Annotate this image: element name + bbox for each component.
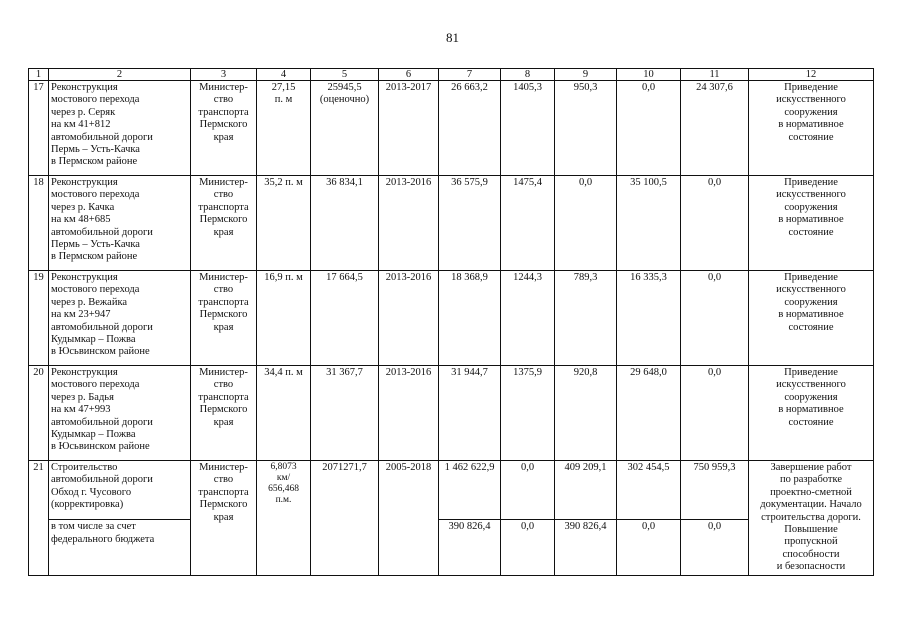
value-col8: 1244,3 <box>501 271 555 366</box>
cell-line: по разработке <box>779 474 842 486</box>
value-col11: 0,0 <box>681 176 749 271</box>
cell-line: 34,4 п. м <box>264 367 303 378</box>
cell-line: края <box>213 511 234 523</box>
row-number: 20 <box>29 366 49 461</box>
cell-line: в том числе за счет <box>51 521 136 533</box>
header-cell: 2 <box>49 69 191 81</box>
header-cell: 9 <box>555 69 617 81</box>
cell-line: ство <box>213 379 234 391</box>
cell-line: транспорта <box>198 296 249 308</box>
header-row <box>29 69 874 81</box>
customer <box>191 271 257 366</box>
cell-line: 6,8073 <box>270 462 297 472</box>
object-name <box>49 81 191 176</box>
cell-line: мостового перехода <box>51 284 140 296</box>
object-name <box>49 271 191 366</box>
cell-line: Реконструкция <box>51 82 118 93</box>
cell-line: мостового перехода <box>51 379 140 391</box>
cell-line: через р. Бадья <box>51 391 114 403</box>
cell-line: на км 41+812 <box>51 119 111 131</box>
cell-line: 36 834,1 <box>326 177 363 188</box>
cell-line: сооружения <box>784 296 838 308</box>
capacity <box>257 176 311 271</box>
cell-line: транспорта <box>198 391 249 403</box>
value-col11: 750 959,3 <box>681 461 749 520</box>
value-col10: 302 454,5 <box>617 461 681 520</box>
value-col9: 390 826,4 <box>555 520 617 575</box>
cell-line: края <box>213 321 234 333</box>
cell-line: искусственного <box>776 379 846 391</box>
cell-line: 31 367,7 <box>326 367 363 378</box>
object-name <box>49 176 191 271</box>
expected-result <box>749 461 874 576</box>
cell-line: через р. Вежайка <box>51 296 128 308</box>
table-subrow <box>29 520 874 575</box>
value-col8: 1375,9 <box>501 366 555 461</box>
cell-line: автомобильной дороги <box>51 474 153 486</box>
cell-line: на км 47+993 <box>51 404 111 416</box>
cell-line: п.м. <box>275 495 292 505</box>
cell-line: (корректировка) <box>51 499 124 511</box>
header-cell: 3 <box>191 69 257 81</box>
value-col11: 24 307,6 <box>681 81 749 176</box>
cell-line: Министер- <box>199 462 248 473</box>
cell-line: строительства дороги. <box>761 511 861 523</box>
cell-line: ство <box>213 474 234 486</box>
cell-line: в Юсьвинском районе <box>51 441 150 453</box>
page-number: 81 <box>446 30 459 45</box>
table-row <box>29 271 874 366</box>
cell-line: Пермь – Усть-Качка <box>51 144 140 156</box>
value-col10: 0,0 <box>617 520 681 575</box>
cell-line: транспорта <box>198 106 249 118</box>
cell-line: ство <box>213 94 234 106</box>
header-cell: 6 <box>379 69 439 81</box>
cell-line: в Пермском районе <box>51 251 138 263</box>
cell-line: в нормативное <box>778 404 844 416</box>
cell-line: Кудымкар – Пожва <box>51 334 136 346</box>
cell-line: через р. Качка <box>51 201 115 213</box>
table-row <box>29 176 874 271</box>
table-row <box>29 81 874 176</box>
row-number: 19 <box>29 271 49 366</box>
cell-line: Пермского <box>199 309 248 321</box>
cell-line: края <box>213 131 234 143</box>
row-number: 18 <box>29 176 49 271</box>
cell-line: Завершение работ <box>770 462 852 473</box>
cell-line: пропускной <box>784 536 838 548</box>
value-col11: 0,0 <box>681 520 749 575</box>
cell-line: Министер- <box>199 272 248 283</box>
cell-line: 27,15 <box>271 82 296 93</box>
cell-line: ство <box>213 284 234 296</box>
value-col8: 0,0 <box>501 461 555 520</box>
value-col7: 31 944,7 <box>439 366 501 461</box>
cell-line: федерального бюджета <box>51 533 155 545</box>
cell-line: (оценочно) <box>319 94 370 106</box>
row-number: 21 <box>29 461 49 576</box>
estimated-cost: 2071271,7 <box>311 461 379 576</box>
value-col11: 0,0 <box>681 366 749 461</box>
expected-result <box>749 366 874 461</box>
expected-result <box>749 176 874 271</box>
cell-line: и безопасности <box>776 561 846 573</box>
header-cell: 7 <box>439 69 501 81</box>
estimated-cost <box>311 176 379 271</box>
value-col10: 0,0 <box>617 81 681 176</box>
cell-line: на км 23+947 <box>51 309 111 321</box>
estimated-cost <box>311 81 379 176</box>
cell-line: в Юсьвинском районе <box>51 346 150 358</box>
value-col7: 390 826,4 <box>439 520 501 575</box>
table-row <box>29 366 874 461</box>
value-col8: 1475,4 <box>501 176 555 271</box>
cell-line: документации. Начало <box>760 499 862 511</box>
cell-line: Приведение <box>784 367 838 378</box>
cell-line: сооружения <box>784 106 838 118</box>
header-cell: 10 <box>617 69 681 81</box>
period: 2005-2018 <box>379 461 439 576</box>
cell-line: мостового перехода <box>51 94 140 106</box>
cell-line: через р. Серяк <box>51 106 116 118</box>
value-col9: 789,3 <box>555 271 617 366</box>
value-col7: 26 663,2 <box>439 81 501 176</box>
cell-line: Пермского <box>199 404 248 416</box>
cell-line: 17 664,5 <box>326 272 363 283</box>
cell-line: Министер- <box>199 367 248 378</box>
period: 2013-2016 <box>379 271 439 366</box>
capacity <box>257 366 311 461</box>
cell-line: Реконструкция <box>51 272 118 283</box>
expected-result <box>749 81 874 176</box>
cell-line: п. м <box>274 94 293 106</box>
customer <box>191 81 257 176</box>
header-cell: 5 <box>311 69 379 81</box>
object-name <box>49 461 191 520</box>
value-col9: 950,3 <box>555 81 617 176</box>
cell-line: Пермь – Усть-Качка <box>51 239 140 251</box>
cell-line: транспорта <box>198 201 249 213</box>
cell-line: Кудымкар – Пожва <box>51 429 136 441</box>
value-col11: 0,0 <box>681 271 749 366</box>
cell-line: Пермского <box>199 499 248 511</box>
cell-line: Пермского <box>199 214 248 226</box>
cell-line: Реконструкция <box>51 177 118 188</box>
subrow-name <box>49 520 191 575</box>
header-cell: 8 <box>501 69 555 81</box>
row-number: 17 <box>29 81 49 176</box>
cell-line: на км 48+685 <box>51 214 111 226</box>
cell-line: Пермского <box>199 119 248 131</box>
cell-line: 16,9 п. м <box>264 272 303 283</box>
expected-result <box>749 271 874 366</box>
value-col7: 18 368,9 <box>439 271 501 366</box>
header-cell: 11 <box>681 69 749 81</box>
customer <box>191 366 257 461</box>
period: 2013-2017 <box>379 81 439 176</box>
capacity <box>257 461 311 576</box>
cell-line: состояние <box>788 131 834 143</box>
cell-line: Приведение <box>784 272 838 283</box>
cell-line: Повышение <box>784 524 838 536</box>
cell-line: км/ <box>276 473 291 483</box>
cell-line: искусственного <box>776 284 846 296</box>
cell-line: в нормативное <box>778 309 844 321</box>
estimated-cost <box>311 271 379 366</box>
cell-line: состояние <box>788 226 834 238</box>
cell-line: Обход г. Чусового <box>51 486 132 498</box>
investment-table <box>28 68 874 576</box>
header-cell: 12 <box>749 69 874 81</box>
cell-line: способности <box>782 548 840 560</box>
value-col7: 36 575,9 <box>439 176 501 271</box>
cell-line: 656,468 <box>268 484 299 494</box>
cell-line: проектно-сметной <box>770 486 852 498</box>
cell-line: края <box>213 226 234 238</box>
value-col8: 0,0 <box>501 520 555 575</box>
value-col10: 16 335,3 <box>617 271 681 366</box>
cell-line: сооружения <box>784 201 838 213</box>
cell-line: транспорта <box>198 486 249 498</box>
cell-line: 35,2 п. м <box>264 177 303 188</box>
cell-line: Реконструкция <box>51 367 118 378</box>
header-cell: 1 <box>29 69 49 81</box>
capacity <box>257 271 311 366</box>
value-col8: 1405,3 <box>501 81 555 176</box>
cell-line: в нормативное <box>778 119 844 131</box>
cell-line: Приведение <box>784 177 838 188</box>
header-cell: 4 <box>257 69 311 81</box>
cell-line: сооружения <box>784 391 838 403</box>
cell-line: в Пермском районе <box>51 156 138 168</box>
cell-line: Министер- <box>199 177 248 188</box>
value-col9: 409 209,1 <box>555 461 617 520</box>
cell-line: автомобильной дороги <box>51 131 153 143</box>
cell-line: автомобильной дороги <box>51 226 153 238</box>
cell-line: искусственного <box>776 94 846 106</box>
customer <box>191 176 257 271</box>
cell-line: состояние <box>788 416 834 428</box>
value-col7: 1 462 622,9 <box>439 461 501 520</box>
cell-line: автомобильной дороги <box>51 416 153 428</box>
period: 2013-2016 <box>379 366 439 461</box>
cell-line: ство <box>213 189 234 201</box>
value-col10: 35 100,5 <box>617 176 681 271</box>
cell-line: искусственного <box>776 189 846 201</box>
value-col9: 0,0 <box>555 176 617 271</box>
value-col9: 920,8 <box>555 366 617 461</box>
cell-line: в нормативное <box>778 214 844 226</box>
capacity <box>257 81 311 176</box>
cell-line: Приведение <box>784 82 838 93</box>
customer <box>191 461 257 576</box>
cell-line: мостового перехода <box>51 189 140 201</box>
value-col10: 29 648,0 <box>617 366 681 461</box>
estimated-cost <box>311 366 379 461</box>
cell-line: 25945,5 <box>327 82 362 93</box>
cell-line: Министер- <box>199 82 248 93</box>
table-row <box>29 461 874 520</box>
object-name <box>49 366 191 461</box>
cell-line: состояние <box>788 321 834 333</box>
cell-line: края <box>213 416 234 428</box>
period: 2013-2016 <box>379 176 439 271</box>
cell-line: Строительство <box>51 462 118 473</box>
cell-line: автомобильной дороги <box>51 321 153 333</box>
